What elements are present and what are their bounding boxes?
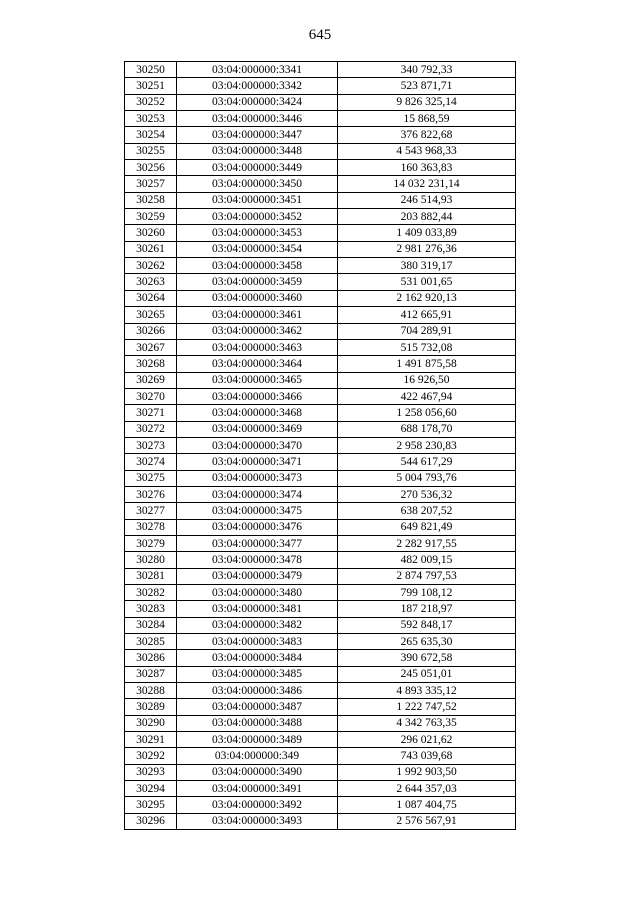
table-row (125, 209, 516, 225)
table-row (125, 437, 516, 453)
cadastral-number-cell: 03:04:000000:3424 (177, 94, 338, 110)
row-number-cell: 30276 (125, 486, 177, 502)
cadastral-number-cell: 03:04:000000:3471 (177, 454, 338, 470)
cadastral-value-cell: 704 289,91 (338, 323, 516, 339)
cadastral-number-cell: 03:04:000000:3475 (177, 503, 338, 519)
cadastral-number-cell: 03:04:000000:3483 (177, 634, 338, 650)
cadastral-value-cell: 412 665,91 (338, 307, 516, 323)
cadastral-number-cell: 03:04:000000:349 (177, 748, 338, 764)
cadastral-number-cell: 03:04:000000:3478 (177, 552, 338, 568)
table-row (125, 683, 516, 699)
row-number-cell: 30272 (125, 421, 177, 437)
table-row (125, 699, 516, 715)
table-row (125, 290, 516, 306)
cadastral-number-cell: 03:04:000000:3462 (177, 323, 338, 339)
cadastral-value-cell: 515 732,08 (338, 339, 516, 355)
row-number-cell: 30260 (125, 225, 177, 241)
cadastral-value-cell: 5 004 793,76 (338, 470, 516, 486)
cadastral-number-cell: 03:04:000000:3342 (177, 78, 338, 94)
cadastral-number-cell: 03:04:000000:3473 (177, 470, 338, 486)
row-number-cell: 30294 (125, 781, 177, 797)
cadastral-number-cell: 03:04:000000:3476 (177, 519, 338, 535)
cadastral-number-cell: 03:04:000000:3459 (177, 274, 338, 290)
cadastral-value-cell: 2 874 797,53 (338, 568, 516, 584)
cadastral-number-cell: 03:04:000000:3458 (177, 258, 338, 274)
cadastral-value-cell: 380 319,17 (338, 258, 516, 274)
row-number-cell: 30274 (125, 454, 177, 470)
table-row (125, 307, 516, 323)
row-number-cell: 30263 (125, 274, 177, 290)
cadastral-value-cell: 544 617,29 (338, 454, 516, 470)
row-number-cell: 30261 (125, 241, 177, 257)
cadastral-value-cell: 15 868,59 (338, 111, 516, 127)
cadastral-value-cell: 1 992 903,50 (338, 764, 516, 780)
cadastral-value-cell: 4 342 763,35 (338, 715, 516, 731)
table-row (125, 176, 516, 192)
cadastral-value-cell: 4 543 968,33 (338, 143, 516, 159)
cadastral-value-cell: 340 792,33 (338, 62, 516, 78)
table-row (125, 78, 516, 94)
cadastral-number-cell: 03:04:000000:3484 (177, 650, 338, 666)
cadastral-value-cell: 2 576 567,91 (338, 813, 516, 829)
cadastral-value-cell: 2 958 230,83 (338, 437, 516, 453)
row-number-cell: 30280 (125, 552, 177, 568)
cadastral-value-cell: 649 821,49 (338, 519, 516, 535)
table-row (125, 421, 516, 437)
table-row (125, 192, 516, 208)
row-number-cell: 30285 (125, 634, 177, 650)
row-number-cell: 30271 (125, 405, 177, 421)
cadastral-value-cell: 2 162 920,13 (338, 290, 516, 306)
cadastral-value-cell: 245 051,01 (338, 666, 516, 682)
cadastral-number-cell: 03:04:000000:3465 (177, 372, 338, 388)
cadastral-number-cell: 03:04:000000:3486 (177, 683, 338, 699)
cadastral-value-cell: 14 032 231,14 (338, 176, 516, 192)
cadastral-value-cell: 246 514,93 (338, 192, 516, 208)
row-number-cell: 30267 (125, 339, 177, 355)
table-row (125, 111, 516, 127)
table-row (125, 715, 516, 731)
table-row (125, 519, 516, 535)
cadastral-number-cell: 03:04:000000:3451 (177, 192, 338, 208)
cadastral-value-cell: 531 001,65 (338, 274, 516, 290)
table-body (125, 62, 516, 830)
cadastral-number-cell: 03:04:000000:3461 (177, 307, 338, 323)
table-row (125, 62, 516, 78)
cadastral-value-cell: 422 467,94 (338, 388, 516, 404)
table-row (125, 258, 516, 274)
cadastral-number-cell: 03:04:000000:3487 (177, 699, 338, 715)
cadastral-value-cell: 296 021,62 (338, 732, 516, 748)
row-number-cell: 30293 (125, 764, 177, 780)
row-number-cell: 30281 (125, 568, 177, 584)
row-number-cell: 30292 (125, 748, 177, 764)
cadastral-number-cell: 03:04:000000:3488 (177, 715, 338, 731)
cadastral-value-cell: 1 087 404,75 (338, 797, 516, 813)
cadastral-number-cell: 03:04:000000:3450 (177, 176, 338, 192)
row-number-cell: 30283 (125, 601, 177, 617)
row-number-cell: 30277 (125, 503, 177, 519)
cadastral-number-cell: 03:04:000000:3482 (177, 617, 338, 633)
cadastral-value-cell: 265 635,30 (338, 634, 516, 650)
page-number: 645 (308, 27, 332, 43)
cadastral-number-cell: 03:04:000000:3449 (177, 160, 338, 176)
row-number-cell: 30253 (125, 111, 177, 127)
table-row (125, 454, 516, 470)
row-number-cell: 30275 (125, 470, 177, 486)
table-row (125, 650, 516, 666)
cadastral-value-cell: 592 848,17 (338, 617, 516, 633)
row-number-cell: 30288 (125, 683, 177, 699)
cadastral-value-table (124, 61, 516, 830)
cadastral-value-cell: 376 822,68 (338, 127, 516, 143)
row-number-cell: 30250 (125, 62, 177, 78)
row-number-cell: 30287 (125, 666, 177, 682)
table-row (125, 568, 516, 584)
table-row (125, 356, 516, 372)
row-number-cell: 30286 (125, 650, 177, 666)
table-row (125, 585, 516, 601)
cadastral-value-cell: 799 108,12 (338, 585, 516, 601)
cadastral-number-cell: 03:04:000000:3474 (177, 486, 338, 502)
row-number-cell: 30270 (125, 388, 177, 404)
row-number-cell: 30264 (125, 290, 177, 306)
row-number-cell: 30296 (125, 813, 177, 829)
table-row (125, 143, 516, 159)
cadastral-number-cell: 03:04:000000:3448 (177, 143, 338, 159)
cadastral-number-cell: 03:04:000000:3492 (177, 797, 338, 813)
cadastral-number-cell: 03:04:000000:3468 (177, 405, 338, 421)
cadastral-value-cell: 160 363,83 (338, 160, 516, 176)
table-row (125, 601, 516, 617)
cadastral-number-cell: 03:04:000000:3341 (177, 62, 338, 78)
cadastral-value-cell: 2 981 276,36 (338, 241, 516, 257)
table-row (125, 617, 516, 633)
cadastral-number-cell: 03:04:000000:3452 (177, 209, 338, 225)
table-row (125, 388, 516, 404)
cadastral-value-cell: 2 282 917,55 (338, 535, 516, 551)
cadastral-value-cell: 270 536,32 (338, 486, 516, 502)
table-row (125, 503, 516, 519)
cadastral-number-cell: 03:04:000000:3479 (177, 568, 338, 584)
cadastral-value-cell: 9 826 325,14 (338, 94, 516, 110)
row-number-cell: 30279 (125, 535, 177, 551)
cadastral-number-cell: 03:04:000000:3464 (177, 356, 338, 372)
cadastral-value-cell: 4 893 335,12 (338, 683, 516, 699)
cadastral-value-cell: 1 409 033,89 (338, 225, 516, 241)
cadastral-number-cell: 03:04:000000:3477 (177, 535, 338, 551)
cadastral-value-cell: 1 222 747,52 (338, 699, 516, 715)
cadastral-number-cell: 03:04:000000:3469 (177, 421, 338, 437)
row-number-cell: 30273 (125, 437, 177, 453)
table-row (125, 470, 516, 486)
row-number-cell: 30266 (125, 323, 177, 339)
cadastral-value-cell: 203 882,44 (338, 209, 516, 225)
table-row (125, 94, 516, 110)
cadastral-value-cell: 523 871,71 (338, 78, 516, 94)
row-number-cell: 30268 (125, 356, 177, 372)
table-row (125, 764, 516, 780)
row-number-cell: 30258 (125, 192, 177, 208)
cadastral-value-cell: 2 644 357,03 (338, 781, 516, 797)
cadastral-number-cell: 03:04:000000:3491 (177, 781, 338, 797)
row-number-cell: 30282 (125, 585, 177, 601)
cadastral-number-cell: 03:04:000000:3480 (177, 585, 338, 601)
cadastral-value-cell: 743 039,68 (338, 748, 516, 764)
row-number-cell: 30278 (125, 519, 177, 535)
row-number-cell: 30265 (125, 307, 177, 323)
cadastral-value-cell: 1 491 875,58 (338, 356, 516, 372)
table-row (125, 634, 516, 650)
row-number-cell: 30291 (125, 732, 177, 748)
table-row (125, 486, 516, 502)
cadastral-number-cell: 03:04:000000:3489 (177, 732, 338, 748)
cadastral-number-cell: 03:04:000000:3481 (177, 601, 338, 617)
cadastral-number-cell: 03:04:000000:3453 (177, 225, 338, 241)
table-row (125, 748, 516, 764)
cadastral-number-cell: 03:04:000000:3485 (177, 666, 338, 682)
row-number-cell: 30289 (125, 699, 177, 715)
table-row (125, 160, 516, 176)
table-row (125, 372, 516, 388)
table-row (125, 274, 516, 290)
cadastral-number-cell: 03:04:000000:3466 (177, 388, 338, 404)
row-number-cell: 30254 (125, 127, 177, 143)
row-number-cell: 30255 (125, 143, 177, 159)
cadastral-number-cell: 03:04:000000:3493 (177, 813, 338, 829)
table-row (125, 813, 516, 829)
table-row (125, 732, 516, 748)
cadastral-value-cell: 16 926,50 (338, 372, 516, 388)
table-row (125, 781, 516, 797)
cadastral-number-cell: 03:04:000000:3446 (177, 111, 338, 127)
cadastral-value-cell: 482 009,15 (338, 552, 516, 568)
table-row (125, 241, 516, 257)
row-number-cell: 30259 (125, 209, 177, 225)
cadastral-number-cell: 03:04:000000:3470 (177, 437, 338, 453)
cadastral-number-cell: 03:04:000000:3454 (177, 241, 338, 257)
cadastral-value-cell: 638 207,52 (338, 503, 516, 519)
table-row (125, 666, 516, 682)
table-row (125, 339, 516, 355)
table-row (125, 127, 516, 143)
row-number-cell: 30252 (125, 94, 177, 110)
row-number-cell: 30257 (125, 176, 177, 192)
cadastral-value-cell: 688 178,70 (338, 421, 516, 437)
row-number-cell: 30290 (125, 715, 177, 731)
row-number-cell: 30295 (125, 797, 177, 813)
cadastral-value-cell: 187 218,97 (338, 601, 516, 617)
table-row (125, 797, 516, 813)
cadastral-value-cell: 390 672,58 (338, 650, 516, 666)
row-number-cell: 30256 (125, 160, 177, 176)
table-row (125, 535, 516, 551)
table-row (125, 225, 516, 241)
cadastral-number-cell: 03:04:000000:3447 (177, 127, 338, 143)
table-row (125, 552, 516, 568)
cadastral-number-cell: 03:04:000000:3490 (177, 764, 338, 780)
cadastral-number-cell: 03:04:000000:3460 (177, 290, 338, 306)
row-number-cell: 30262 (125, 258, 177, 274)
row-number-cell: 30269 (125, 372, 177, 388)
cadastral-value-cell: 1 258 056,60 (338, 405, 516, 421)
table-row (125, 323, 516, 339)
row-number-cell: 30284 (125, 617, 177, 633)
cadastral-number-cell: 03:04:000000:3463 (177, 339, 338, 355)
row-number-cell: 30251 (125, 78, 177, 94)
table-row (125, 405, 516, 421)
